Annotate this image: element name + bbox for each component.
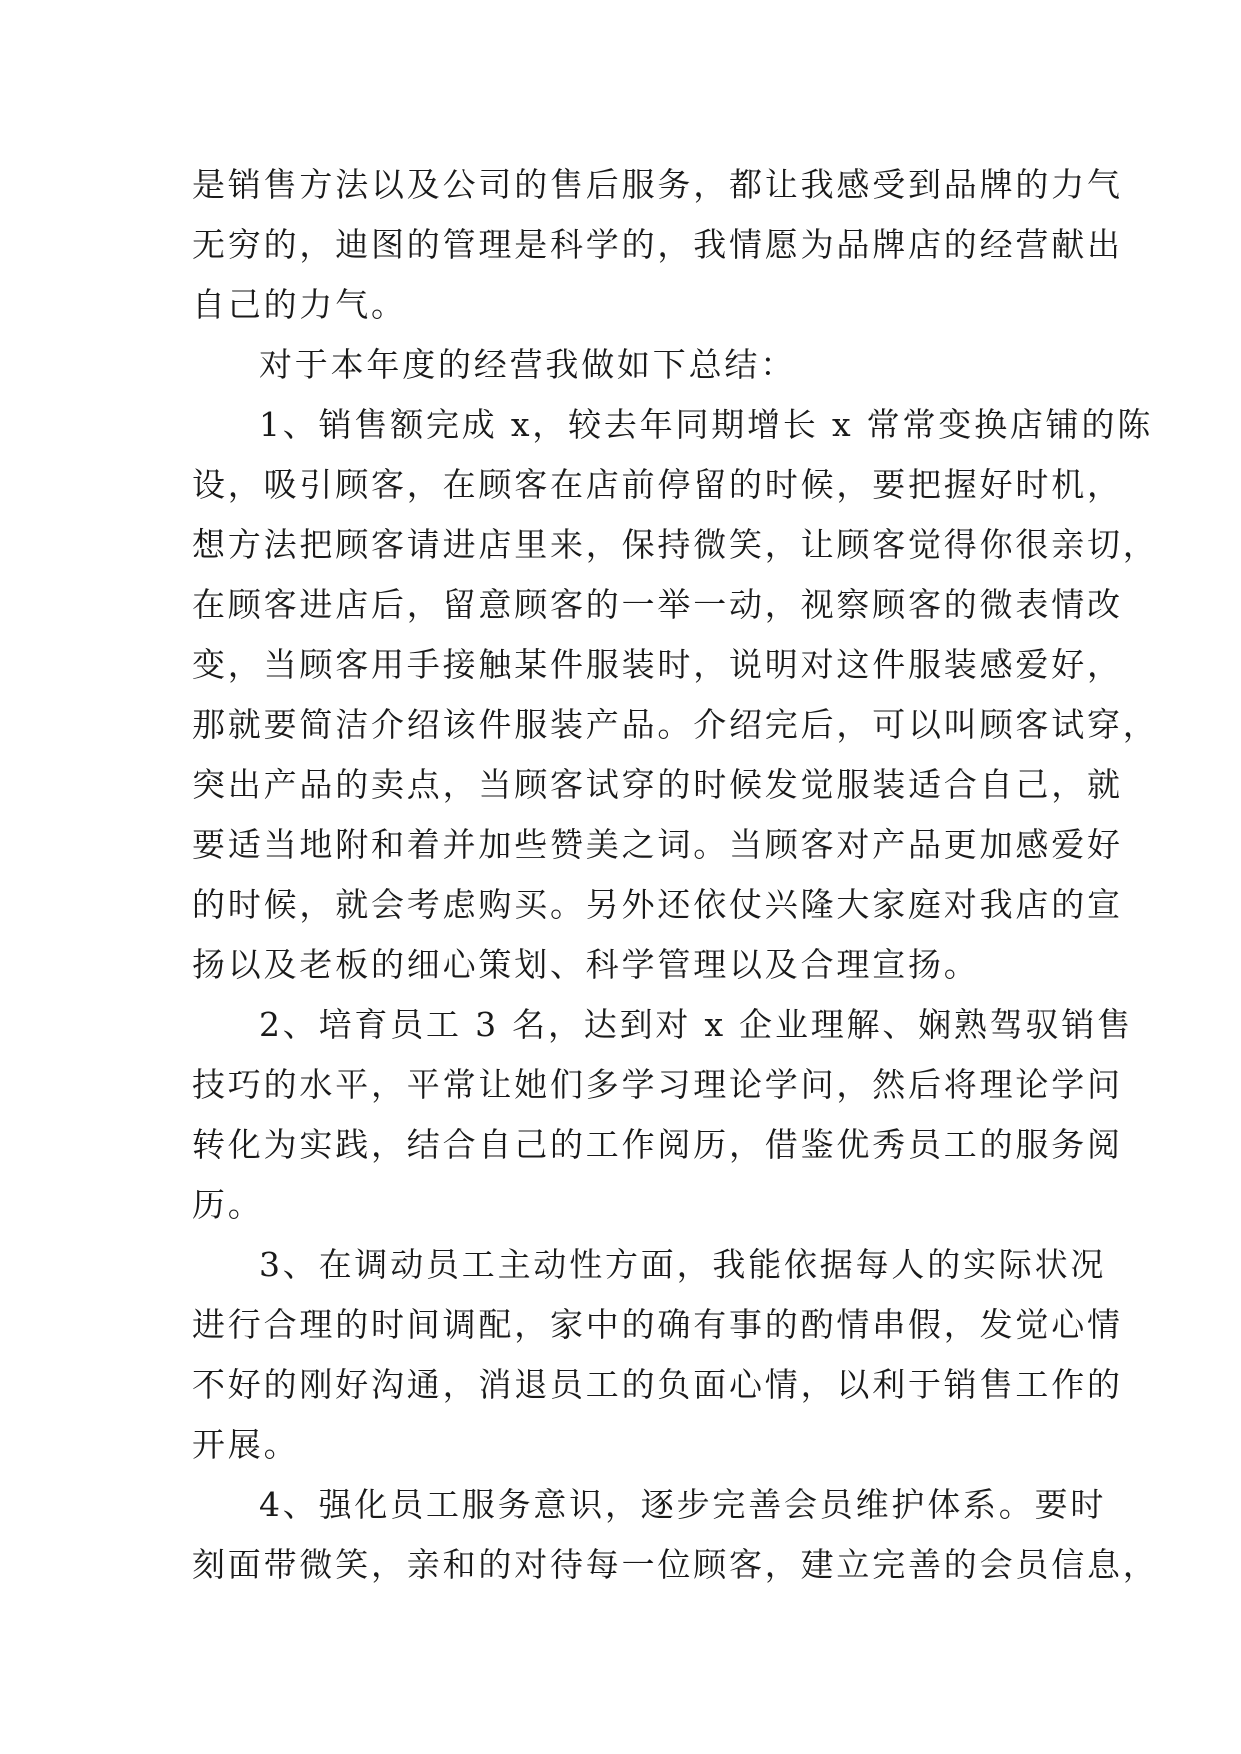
text-line: 进行合理的时间调配，家中的确有事的酌情串假，发觉心情 bbox=[192, 1305, 1123, 1344]
text-line: 要适当地附和着并加些赞美之词。当顾客对产品更加感爱好 bbox=[192, 825, 1123, 864]
text-line: 技巧的水平，平常让她们多学习理论学问，然后将理论学问 bbox=[192, 1065, 1123, 1104]
paragraph-intro: 对于本年度的经营我做如下总结： bbox=[259, 345, 796, 384]
text-line: 想方法把顾客请进店里来，保持微笑，让顾客觉得你很亲切， bbox=[192, 525, 1159, 564]
list-item-2: 2、培育员工 3 名，达到对 x 企业理解、娴熟驾驭销售 bbox=[259, 1005, 1133, 1044]
text-line: 不好的刚好沟通，消退员工的负面心情，以利于销售工作的 bbox=[192, 1365, 1123, 1404]
text-line: 变，当顾客用手接触某件服装时，说明对这件服装感爱好， bbox=[192, 645, 1123, 684]
text-line: 历。 bbox=[192, 1185, 264, 1224]
text-line: 无穷的，迪图的管理是科学的，我情愿为品牌店的经营献出 bbox=[192, 225, 1123, 264]
text-line: 在顾客进店后，留意顾客的一举一动，视察顾客的微表情改 bbox=[192, 585, 1123, 624]
text-line: 扬以及老板的细心策划、科学管理以及合理宣扬。 bbox=[192, 945, 980, 984]
text-line: 刻面带微笑，亲和的对待每一位顾客，建立完善的会员信息， bbox=[192, 1545, 1159, 1584]
list-item-3: 3、在调动员工主动性方面，我能依据每人的实际状况 bbox=[259, 1245, 1107, 1284]
text-line: 是销售方法以及公司的售后服务，都让我感受到品牌的力气 bbox=[192, 165, 1123, 204]
text-line: 自己的力气。 bbox=[192, 285, 407, 324]
list-item-1: 1、销售额完成 x，较去年同期增长 x 常常变换店铺的陈 bbox=[259, 405, 1154, 444]
list-item-4: 4、强化员工服务意识，逐步完善会员维护体系。要时 bbox=[259, 1485, 1107, 1524]
text-line: 开展。 bbox=[192, 1425, 300, 1464]
text-line: 设，吸引顾客，在顾客在店前停留的时候，要把握好时机， bbox=[192, 465, 1123, 504]
text-line: 的时候，就会考虑购买。另外还依仗兴隆大家庭对我店的宣 bbox=[192, 885, 1123, 924]
text-line: 转化为实践，结合自己的工作阅历，借鉴优秀员工的服务阅 bbox=[192, 1125, 1123, 1164]
text-line: 那就要简洁介绍该件服装产品。介绍完后，可以叫顾客试穿， bbox=[192, 705, 1159, 744]
text-line: 突出产品的卖点，当顾客试穿的时候发觉服装适合自己，就 bbox=[192, 765, 1123, 804]
